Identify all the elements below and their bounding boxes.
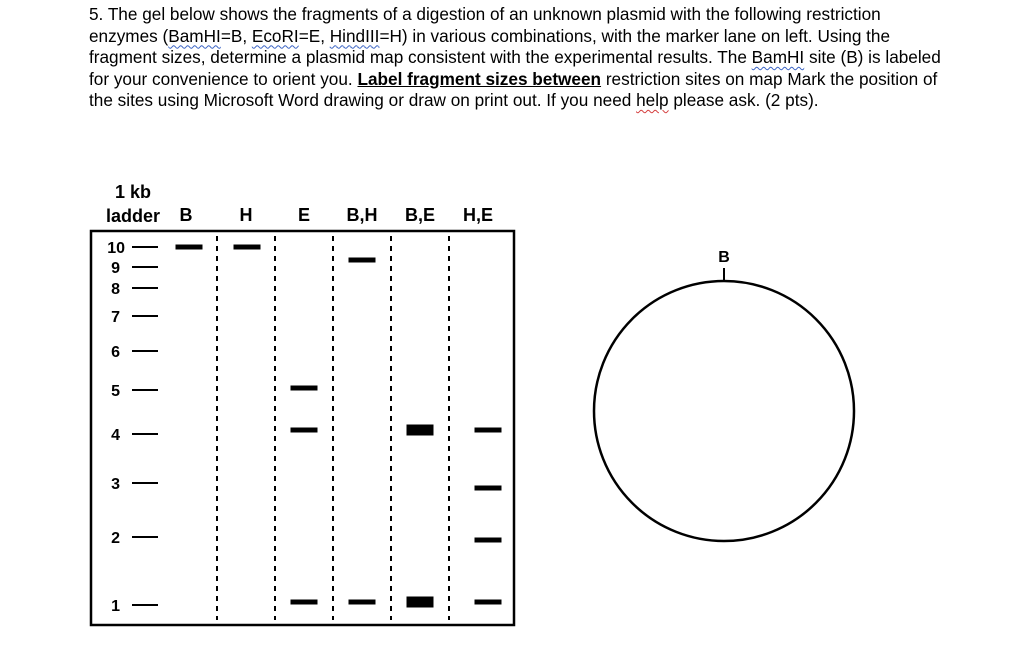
marker-label-4: 4 bbox=[111, 427, 120, 444]
ladder-title: 1 kb bbox=[114, 182, 152, 202]
plasmid-circle bbox=[594, 281, 854, 541]
band-he-3kb bbox=[475, 486, 502, 491]
bamhi-reference: BamHI bbox=[751, 47, 805, 67]
band-b-10kb bbox=[176, 245, 203, 250]
band-e-1kb bbox=[291, 600, 318, 605]
question-part-6: restriction sites on map Mark the position of the sites using Microsoft Word drawing or draw on print out. If you need bbox=[89, 68, 938, 110]
lane-label-b: B bbox=[179, 205, 193, 225]
band-bh-9kb bbox=[349, 258, 376, 263]
lane-label-h: H bbox=[239, 205, 253, 225]
marker-label-2: 2 bbox=[111, 530, 120, 547]
lane-label-e: E bbox=[297, 205, 311, 225]
help-word: help bbox=[636, 90, 669, 110]
band-he-1kb bbox=[475, 600, 502, 605]
bamhi-site-label: B bbox=[718, 249, 730, 266]
ecori-term: EcoRI bbox=[251, 25, 299, 46]
marker-label-5: 5 bbox=[111, 383, 120, 400]
bold-instruction: Label fragment sizes between bbox=[357, 68, 602, 89]
marker-label-8: 8 bbox=[111, 281, 120, 298]
marker-label-6: 6 bbox=[111, 344, 120, 361]
lane-label-be: B,E bbox=[404, 205, 436, 225]
ladder-subtitle: ladder bbox=[105, 206, 161, 226]
band-e-5kb bbox=[291, 386, 318, 391]
lane-label-bh: B,H bbox=[346, 205, 378, 225]
hindiii-term: HindIII bbox=[329, 25, 380, 46]
gel-bands bbox=[176, 245, 502, 608]
marker-label-7: 7 bbox=[111, 309, 120, 326]
band-be-4kb bbox=[407, 425, 434, 436]
marker-label-3: 3 bbox=[111, 476, 120, 493]
question-part-4: =H) in various combinations, with the marker lane on left. Using the fragment sizes, determine a plasmid map consistent with the experimental results. The bbox=[89, 25, 891, 67]
question-number: 5. bbox=[89, 4, 104, 24]
band-e-4kb bbox=[291, 428, 318, 433]
question-part-5: site (B) is labeled for your convenience to orient you. bbox=[89, 47, 941, 89]
question-part-1: The gel below shows the fragments of a digestion of an unknown plasmid with the following restriction enzymes ( bbox=[89, 4, 881, 46]
marker-label-9: 9 bbox=[111, 260, 120, 277]
lane-label-he: H,E bbox=[462, 205, 494, 225]
marker-ticks bbox=[132, 247, 158, 605]
marker-label-10: 10 bbox=[107, 240, 125, 257]
question-part-7: please ask. (2 pts). bbox=[668, 90, 819, 110]
marker-labels bbox=[107, 240, 125, 615]
band-bh-1kb bbox=[349, 600, 376, 605]
question-part-2: =B, bbox=[220, 25, 252, 46]
band-he-4kb bbox=[475, 428, 502, 433]
band-he-2kb bbox=[475, 538, 502, 543]
marker-label-1: 1 bbox=[111, 598, 120, 615]
band-h-10kb bbox=[234, 245, 261, 250]
question-part-3: =E, bbox=[298, 25, 330, 46]
bamhi-term: BamHI bbox=[168, 25, 221, 46]
band-be-1kb bbox=[407, 597, 434, 608]
